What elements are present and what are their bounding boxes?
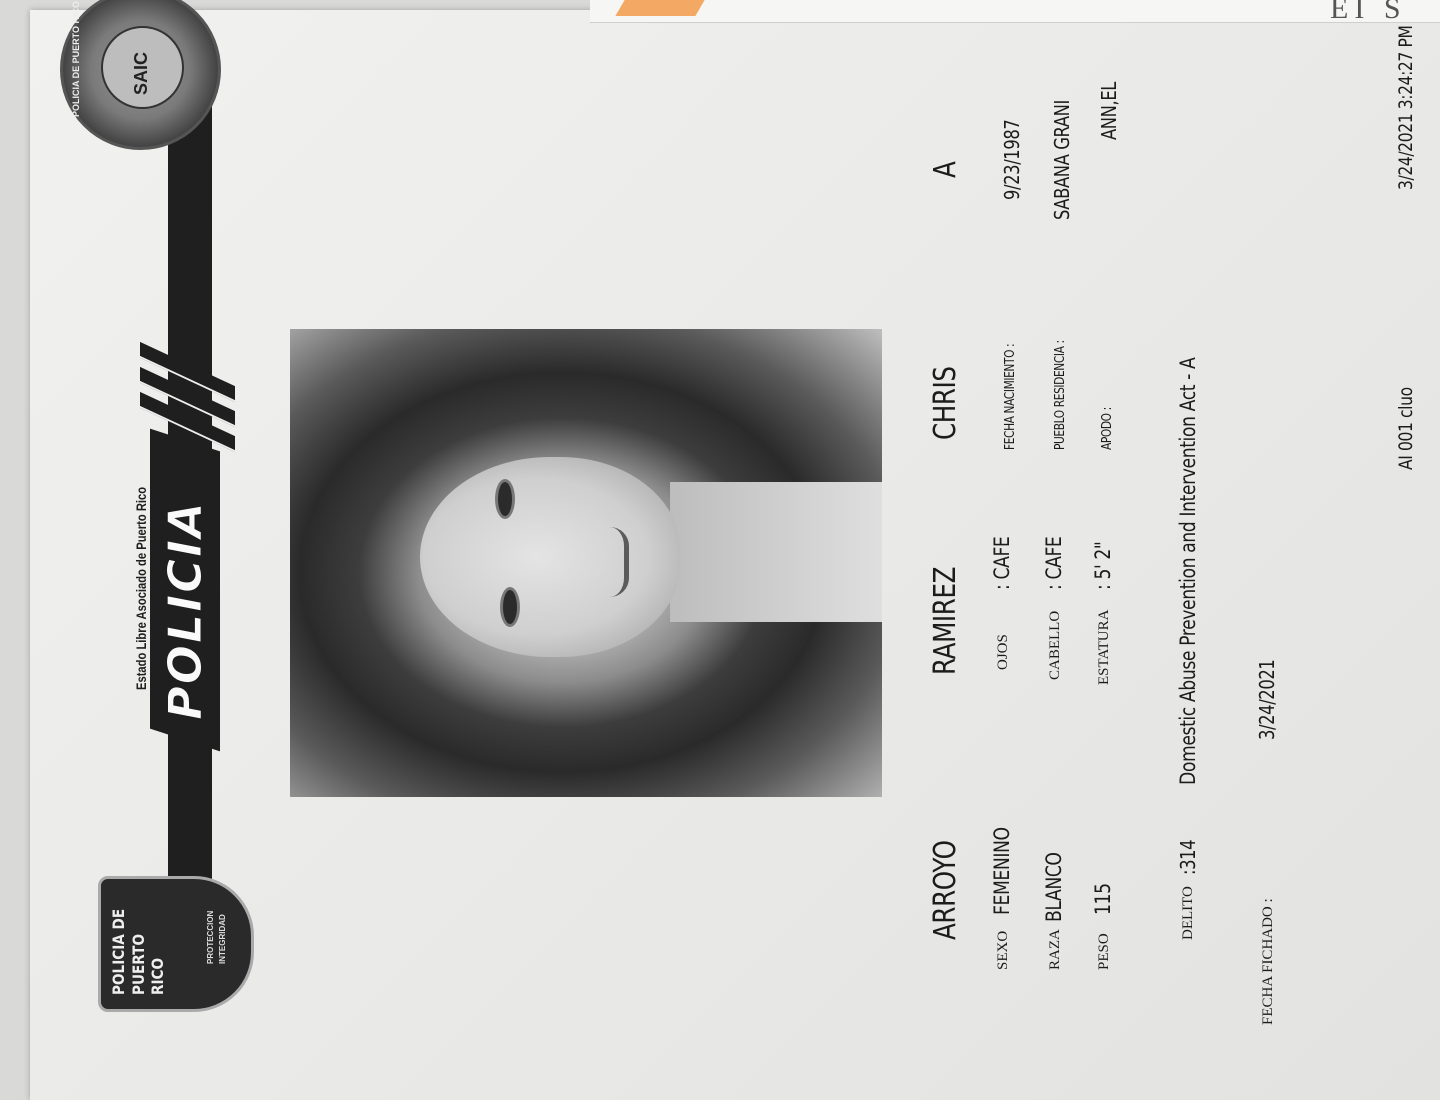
sexo-label: SEXO (995, 930, 1011, 970)
fichado-value: 3/24/2021 (1255, 659, 1279, 740)
ojos-label: OJOS (995, 634, 1011, 670)
nacimiento-label: FECHA NACIMIENTO : (1003, 343, 1018, 450)
inicial: A (928, 161, 963, 178)
apodo-value: ANN,EL (1097, 81, 1121, 140)
apellido-materno: RAMIREZ (928, 566, 963, 675)
policia-wordmark: POLICIA (158, 500, 212, 720)
peso-label: PESO (1096, 933, 1112, 970)
apellido-paterno: ARROYO (928, 840, 963, 940)
delito-code: :314 (1176, 839, 1200, 875)
footer-user: AI 001 cluo (1395, 387, 1417, 470)
police-badge-logo (98, 876, 254, 1012)
edge-text: EI S (1330, 0, 1407, 25)
photo-mouth (610, 527, 629, 597)
raza-label: RAZA (1047, 929, 1063, 970)
photo-eye (500, 587, 520, 627)
seal-ring-text: POLICIA DE PUERTO RICO (71, 0, 81, 117)
estatura-label: ESTATURA (1096, 609, 1112, 685)
residencia-label: PUEBLO RESIDENCIA : (1053, 340, 1068, 450)
sexo-value: FEMENINO (990, 827, 1014, 915)
mugshot-photo (290, 329, 882, 797)
nombre: CHRIS (928, 366, 963, 440)
delito-description: Domestic Abuse Prevention and Intervention Act - A (1176, 357, 1200, 785)
delito-label: DELITO (1180, 886, 1196, 940)
raza-value: BLANCO (1042, 852, 1066, 922)
estatura-value: : 5' 2" (1091, 541, 1115, 590)
seal-center-text: SAIC (131, 51, 151, 95)
badge-line2: PUERTO RICO (129, 933, 167, 995)
fichado-label: FECHA FICHADO : (1260, 898, 1276, 1025)
ojos-value: : CAFE (990, 536, 1014, 590)
cabello-value: : CAFE (1042, 536, 1066, 590)
photo-eye (495, 479, 515, 519)
badge-motto1: PROTECCION (206, 910, 215, 964)
apodo-label: APODO : (1100, 407, 1115, 450)
photo-neck (670, 482, 882, 622)
photo-face (420, 457, 680, 657)
footer-timestamp: 3/24/2021 3:24:27 PM (1395, 25, 1417, 190)
cabello-label: CABELLO (1047, 610, 1063, 680)
peso-value: 115 (1091, 883, 1115, 915)
nacimiento-value: 9/23/1987 (1000, 119, 1024, 200)
badge-motto2: INTEGRIDAD (218, 914, 227, 964)
estado-libre-text: Estado Libre Asociado de Puerto Rico (133, 486, 149, 690)
badge-line1: POLICIA DE (109, 908, 128, 995)
residencia-value: SABANA GRANI (1050, 100, 1074, 220)
